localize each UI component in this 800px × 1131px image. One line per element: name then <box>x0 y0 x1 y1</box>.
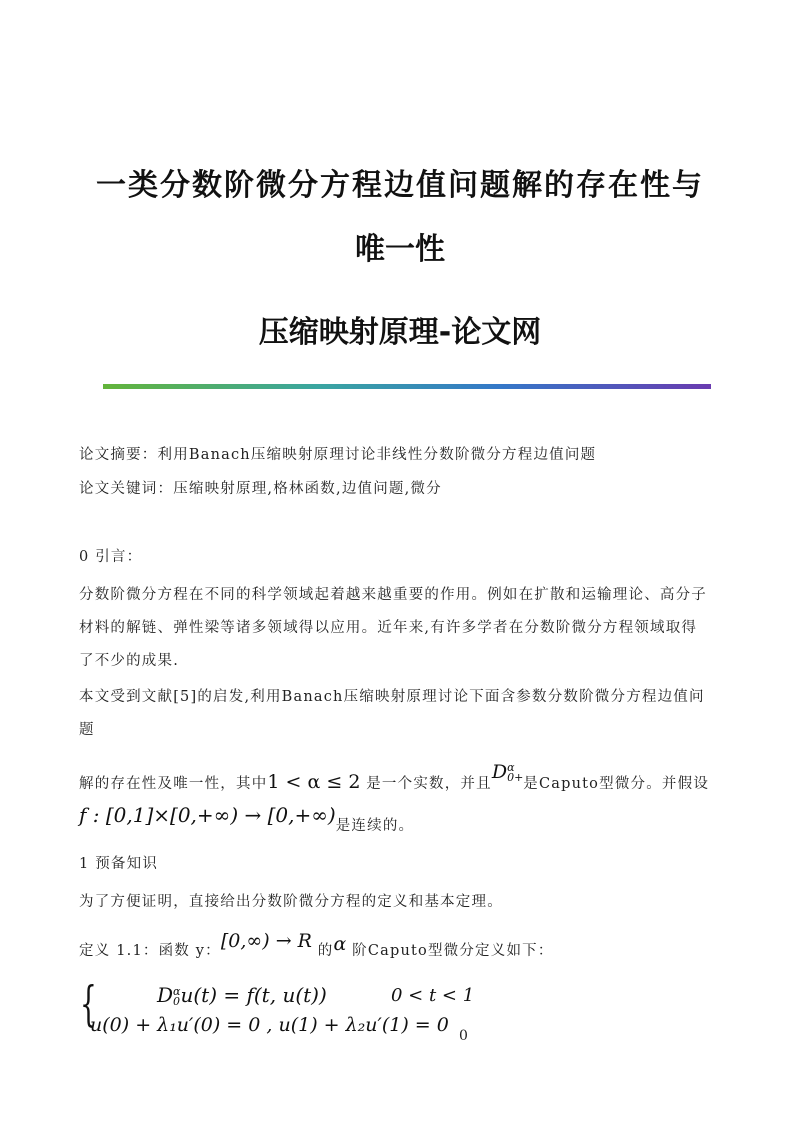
equation-2: u(0) + λ₁u′(0) = 0 , u(1) + λ₂u′(1) = 0 <box>90 1014 449 1036</box>
section-1-heading: 1 预备知识 <box>79 856 159 872</box>
title-line-3: 压缩映射原理-论文网 <box>258 315 542 350</box>
system-brace: { <box>80 976 97 1032</box>
equation-1-condition: 0 < t < 1 <box>391 985 475 1006</box>
intro-heading: 0 引言： <box>79 549 143 565</box>
domain-mapping-formula: [0,∞) → R <box>220 930 312 952</box>
intro-paragraph2-line-2: 题 <box>79 722 95 738</box>
abstract-line: 论文摘要：利用Banach压缩映射原理讨论非线性分数阶微分方程边值问题 <box>79 447 597 463</box>
existence-text-2: 是一个实数，并且 <box>366 776 492 792</box>
title-line-2: 唯一性 <box>355 232 445 267</box>
gradient-divider <box>103 384 711 389</box>
caputo-operator-formula: D α 0+ <box>491 761 524 784</box>
definition-text-1: 定义 1.1：函数 y： <box>79 943 221 959</box>
intro-paragraph-line-3: 了不少的成果. <box>79 653 180 669</box>
intro-paragraph2-line-1: 本文受到文献[5]的启发,利用Banach压缩映射原理讨论下面含参数分数阶微分方程边值问 <box>79 689 705 705</box>
existence-line <box>79 761 710 793</box>
function-mapping-line <box>79 803 415 834</box>
definition-text-2: 的 <box>317 943 334 959</box>
title-line-1: 一类分数阶微分方程边值问题解的存在性与 <box>96 168 704 203</box>
alpha-range-formula: 1 < α ≤ 2 <box>267 771 361 793</box>
function-mapping-formula: f : [0,1]×[0,+∞) → [0,+∞) <box>79 803 336 827</box>
function-continuous-text: 是连续的。 <box>335 818 415 834</box>
intro-paragraph-line-2: 材料的解链、弹性梁等诸多领域得以应用。近年来,有许多学者在分数阶微分方程领域取得 <box>79 620 698 636</box>
keywords-line: 论文关键词：压缩映射原理,格林函数,边值问题,微分 <box>79 481 442 497</box>
existence-text-1: 解的存在性及唯一性，其中 <box>79 776 268 792</box>
definition-text-3: 阶Caputo型微分定义如下： <box>352 943 554 959</box>
equation-1: D α 0 u(t) = f(t, u(t)) <box>157 983 327 1008</box>
definition-line <box>79 930 554 960</box>
section-1-paragraph: 为了方便证明，直接给出分数阶微分方程的定义和基本定理。 <box>79 894 503 910</box>
equation-number: 0 <box>459 1028 468 1044</box>
existence-text-3: 是Caputo型微分。并假设 <box>523 776 710 792</box>
alpha-symbol: α <box>333 933 347 955</box>
intro-paragraph-line-1: 分数阶微分方程在不同的科学领域起着越来越重要的作用。例如在扩散和运输理论、高分子 <box>79 587 707 603</box>
